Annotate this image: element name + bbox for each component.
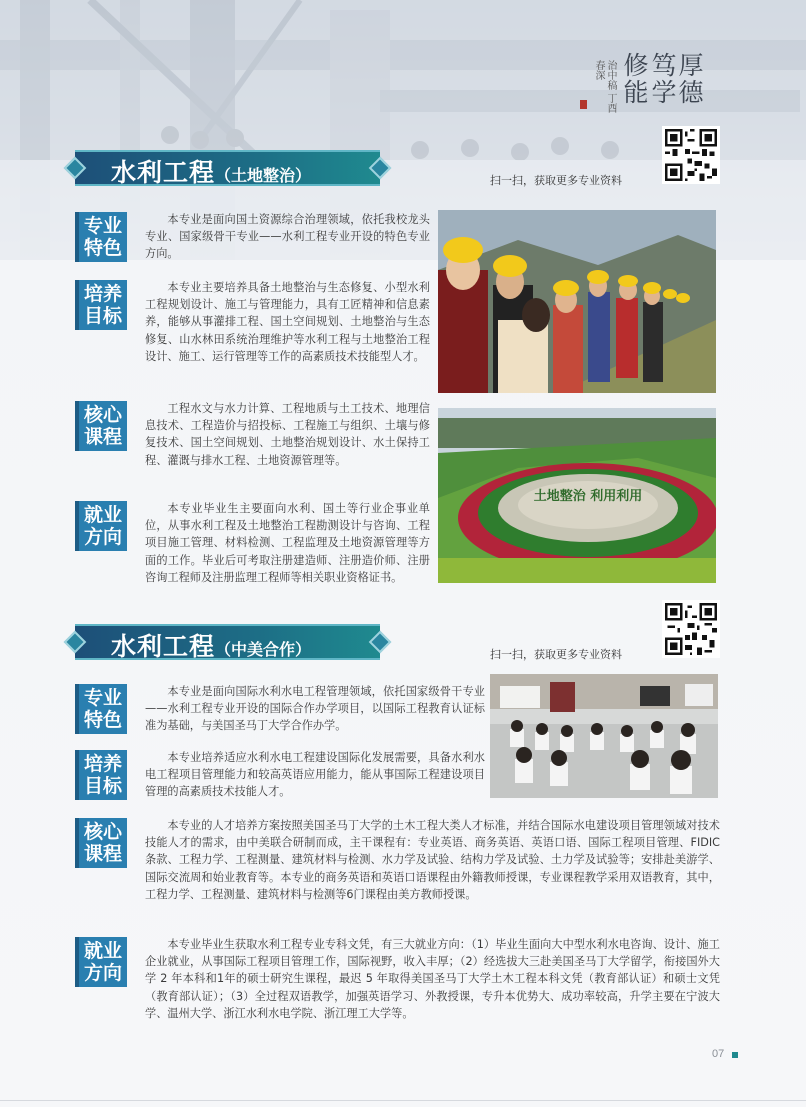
section2-feature-text: 本专业是面向国际水利水电工程管理领域，依托国家级骨干专业——水利工程专业开设的国际合作办学项目，以国际工程教育认证标准为基础，与美国圣马丁大学合作办学。 bbox=[145, 685, 485, 733]
photo-terraced-land bbox=[438, 408, 716, 583]
section1-career-text: 本专业毕业生主要面向水利、国土等行业企事业单位，从事水利工程及土地整治工程勘测设计与咨询、工程项目施工管理、材料检测、工程监理及土地资源管理等方面的工作。毕业后可考取注册建造师、注册造价师、注册咨询工程师及注册监理工程师等相关职业资格证书。 bbox=[145, 502, 430, 584]
section2-course-text: 本专业的人才培养方案按照美国圣马丁大学的土木工程大类人才标准，并结合国际水电建设项目管理领域对技术技能人才的需求，由中美联合研制而成，主干课程有：专业英语、商务英语、英语口语、国际工程项目管理、FIDIC条款、工程力学、工程测量、建筑材料与检测、水力学及试验、结构力学及试验、土力学及试验等；安排赴美游学、国际交流周和始业教育等。本专业的商务英语和英语口语课程由外籍教师授课，专业课程教学采用双语教育，其中，工程力学、工程测量、建筑材料与检测等6门课程由美方教师授课。 bbox=[145, 819, 720, 901]
tag-course-1: 核心 课程 bbox=[75, 401, 127, 451]
section1-banner bbox=[65, 150, 390, 186]
motto-column-1: 修能 bbox=[620, 52, 649, 106]
terrace-sign-text: 土地整治 利用利用 bbox=[533, 489, 643, 504]
tag-career-1: 就业 方向 bbox=[75, 501, 127, 551]
qr-code-icon bbox=[665, 603, 717, 655]
calligraphy-signature: 治中稿 丁酉春深 bbox=[593, 60, 616, 114]
section1-feature-text: 本专业是面向国土资源综合治理领域，依托我校龙头专业、国家级骨干专业——水利工程专业开设的特色专业方向。 bbox=[145, 213, 430, 261]
qr-code-2[interactable] bbox=[662, 600, 720, 658]
tag-goal-2: 培养 目标 bbox=[75, 750, 127, 800]
red-seal-stamp bbox=[580, 100, 587, 109]
motto-column-2: 笃学 bbox=[648, 52, 677, 106]
tag-feature-1: 专业 特色 bbox=[75, 212, 127, 262]
section1-title: 水利工程（土地整治） bbox=[111, 158, 312, 187]
qr-code-1[interactable] bbox=[662, 126, 720, 184]
section1-course-text: 工程水文与水力计算、工程地质与土工技术、地理信息技术、工程造价与招投标、工程施工与组织、土壤与修复技术、国土空间规划、土地整治规划设计、水土保持工程、灌溉与排水工程、土地资源管理等。 bbox=[145, 402, 430, 467]
scan-hint-1: 扫一扫，获取更多专业资料 bbox=[490, 175, 622, 187]
section2-banner bbox=[65, 624, 390, 660]
tag-course-2: 核心 课程 bbox=[75, 818, 127, 868]
section2-career-text: 本专业毕业生获取水利工程专业专科文凭，有三大就业方向：（1）毕业生面向大中型水利水电咨询、设计、施工企业就业，从事国际工程项目管理工作，国际视野，收入丰厚；（2）经选拔大三赴美国圣马丁大学留学，衔接国外大学 2 年本科和1年的硕士研究生课程，最迟 5 年取得美国圣马丁大学土木工程本科文凭（教育部认证）和硕士文凭（教育部认证）；（3）全过程双语教学，加强英语学习、外教授课，专升本优势大、成功率较高，升学主要在宁波大学、温州大学、浙江水利水电学院、浙江理工大学等。 bbox=[145, 938, 720, 1020]
page-number-marker bbox=[732, 1052, 738, 1058]
section1-subtitle: （土地整治） bbox=[215, 166, 312, 185]
bottom-divider bbox=[0, 1100, 806, 1101]
qr-code-icon bbox=[665, 129, 717, 181]
section2-goal-text: 本专业培养适应水利水电工程建设国际化发展需要，具备水利水电工程项目管理能力和较高英语应用能力，能从事国际工程建设项目管理的高素质技术技能人才。 bbox=[145, 751, 485, 799]
page-number: 07 bbox=[712, 1048, 725, 1060]
photo-students-hardhats bbox=[438, 210, 716, 393]
motto-column-3: 厚德 bbox=[675, 52, 704, 106]
tag-goal-1: 培养 目标 bbox=[75, 280, 127, 330]
tag-career-2: 就业 方向 bbox=[75, 937, 127, 987]
section2-subtitle: （中美合作） bbox=[215, 640, 312, 659]
scan-hint-2: 扫一扫，获取更多专业资料 bbox=[490, 649, 622, 661]
section1-goal-text: 本专业主要培养具备土地整治与生态修复、小型水利工程规划设计、施工与管理能力，具有工匠精神和信息素养，能够从事灌排工程、国土空间规划、土地整治与生态修复、山水林田系统治理维护等水利工程与土地整治工程设计、施工、运行管理等工作的高素质技术技能型人才。 bbox=[145, 281, 430, 363]
photo-classroom bbox=[490, 674, 718, 798]
section2-title: 水利工程（中美合作） bbox=[111, 632, 312, 661]
tag-feature-2: 专业 特色 bbox=[75, 684, 127, 734]
calligraphy-motto bbox=[580, 52, 740, 122]
